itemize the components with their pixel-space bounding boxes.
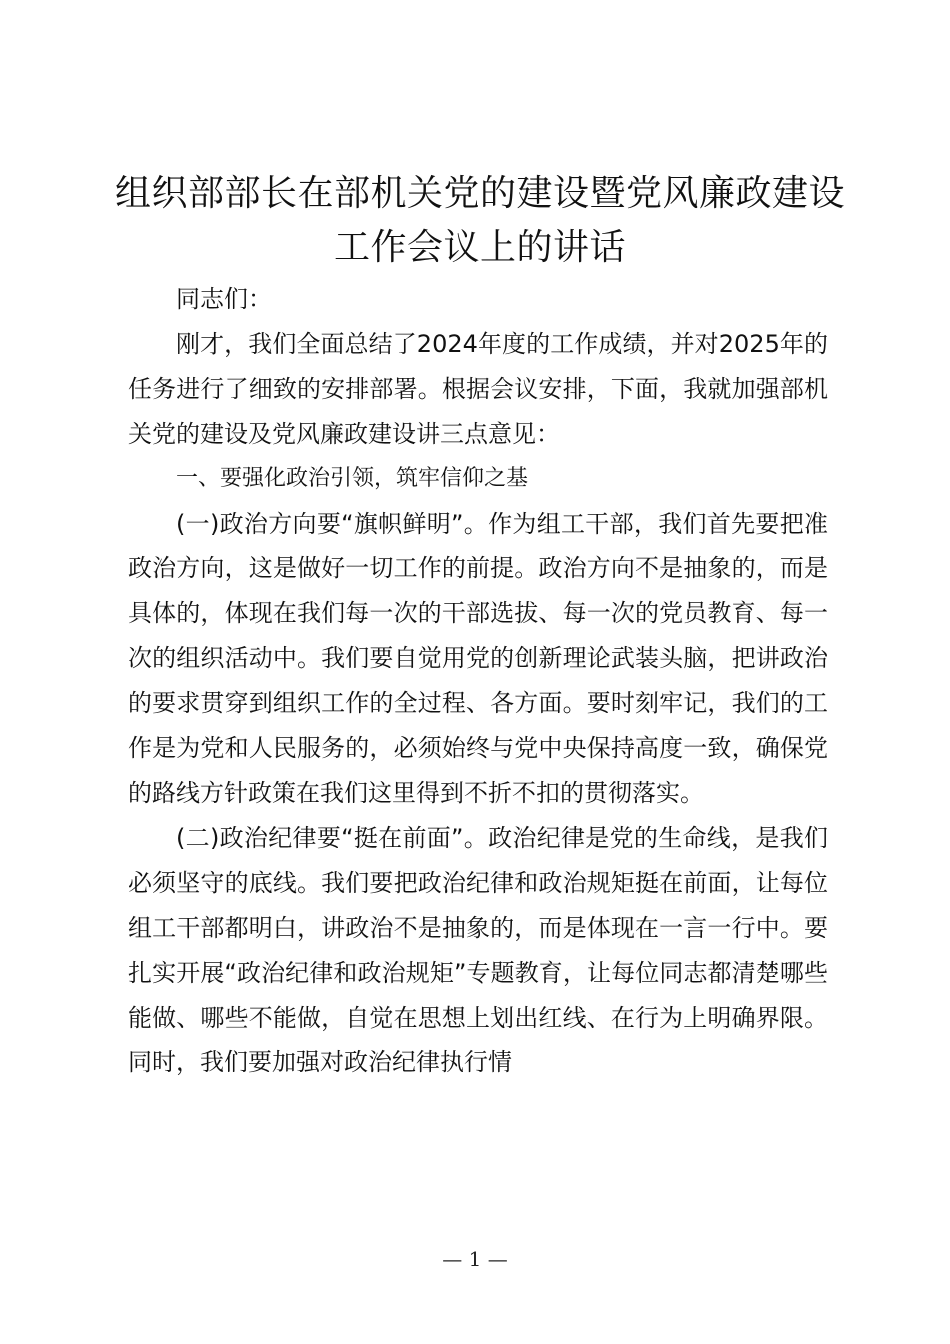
document-title-line-1: 组织部部长在部机关党的建设暨党风廉政建设 bbox=[114, 173, 845, 214]
document-body bbox=[128, 277, 828, 1085]
paragraph-political-direction: (一)政治方向要“旗帜鲜明”。作为组工干部，我们首先要把准政治方向，这是做好一切工作的前提。政治方向不是抽象的，而是具体的，体现在我们每一次的干部选拔、每一次的党员教育、每一次的组织活动中。我们要自觉用党的创新理论武装头脑，把讲政治的要求贯穿到组织工作的全过程、各方面。要时刻牢记，我们的工作是为党和人民服务的，必须始终与党中央保持高度一致，确保党的路线方针政策在我们这里得到不折不扣的贯彻落实。 bbox=[128, 509, 828, 807]
paragraph-intro: 刚才，我们全面总结了2024年度的工作成绩，并对2025年的任务进行了细致的安排部署。根据会议安排，下面，我就加强部机关党的建设及党风廉政建设讲三点意见： bbox=[128, 329, 828, 448]
section-heading-1: 一、要强化政治引领，筑牢信仰之基 bbox=[176, 465, 529, 491]
salutation: 同志们： bbox=[176, 285, 272, 313]
page-number: — 1 — bbox=[442, 1247, 508, 1271]
paragraph-political-discipline: (二)政治纪律要“挺在前面”。政治纪律是党的生命线，是我们必须坚守的底线。我们要把政治纪律和政治规矩挺在前面，让每位组工干部都明白，讲政治不是抽象的，而是体现在一言一行中。要扎实开展“政治纪律和政治规矩”专题教育，让每位同志都清楚哪些能做、哪些不能做，自觉在思想上划出红线、在行为上明确界限。同时，我们要加强对政治纪律执行情 bbox=[128, 823, 828, 1077]
document-title-line-2: 工作会议上的讲话 bbox=[333, 227, 626, 268]
